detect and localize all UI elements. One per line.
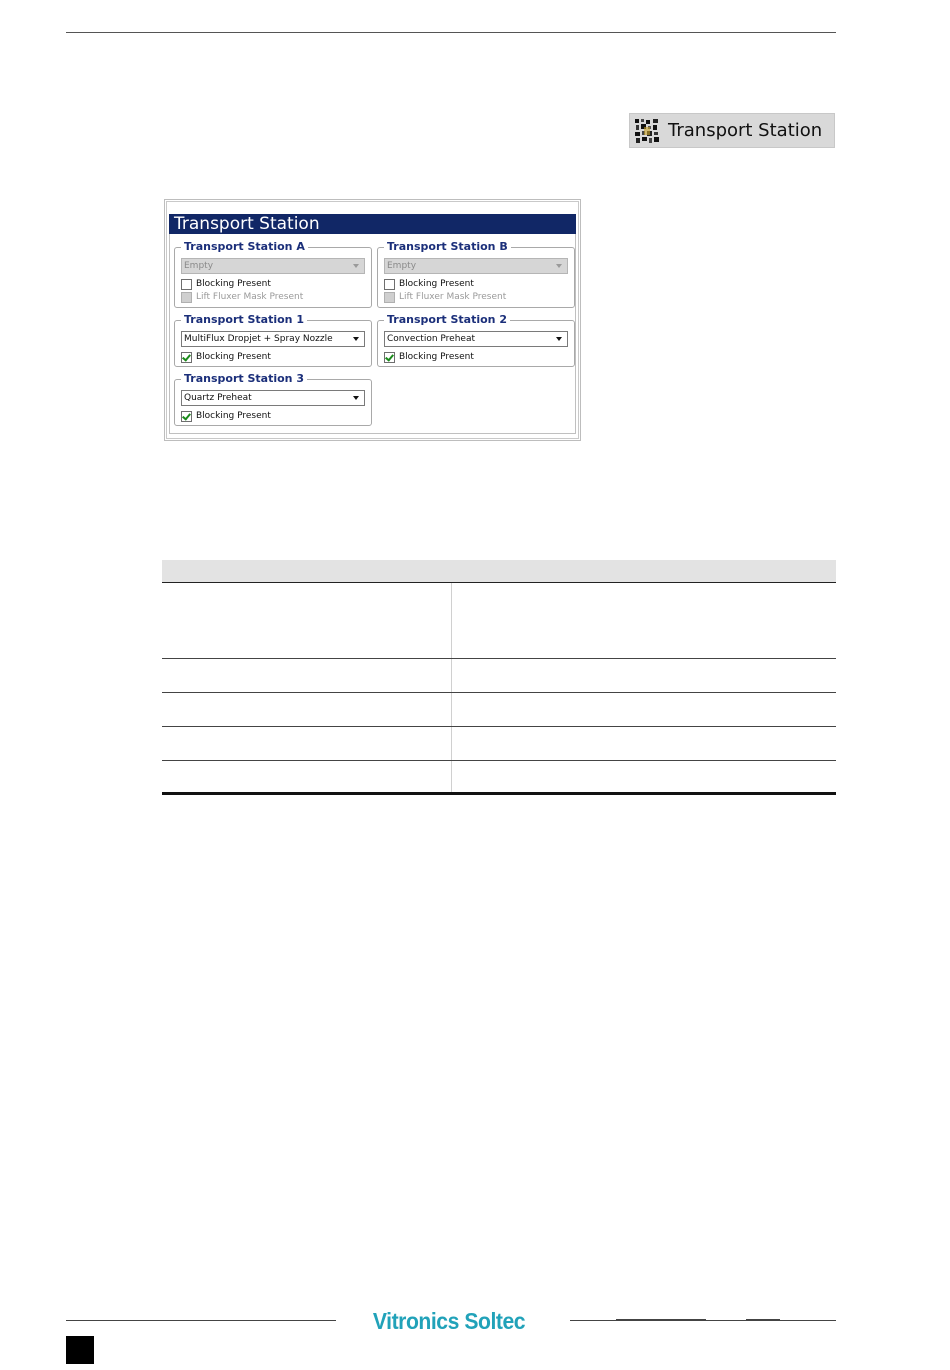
checkmark-icon bbox=[385, 352, 394, 361]
station-2-select-value: Convection Preheat bbox=[387, 334, 476, 344]
dialog-panel bbox=[169, 234, 576, 434]
station-b-blocking-checkbox[interactable] bbox=[384, 278, 474, 290]
checkbox-label: Lift Fluxer Mask Present bbox=[196, 292, 304, 302]
transport-station-toolbar-button[interactable] bbox=[629, 113, 835, 148]
station-1-select-value: MultiFlux Dropjet + Spray Nozzle bbox=[184, 334, 333, 344]
group-transport-station-1 bbox=[174, 313, 372, 367]
dialog-title: Transport Station bbox=[169, 214, 576, 234]
station-a-blocking-checkbox[interactable] bbox=[181, 278, 271, 290]
group-title: Transport Station B bbox=[384, 240, 511, 254]
table-row-divider bbox=[162, 692, 836, 693]
station-2-select[interactable] bbox=[384, 331, 568, 347]
checkbox-label: Blocking Present bbox=[196, 279, 271, 289]
group-transport-station-b bbox=[377, 240, 575, 308]
station-2-blocking-checkbox[interactable] bbox=[384, 351, 474, 363]
checkbox-label: Blocking Present bbox=[399, 279, 474, 289]
footer-rule-accent bbox=[616, 1319, 706, 1320]
station-a-select-value: Empty bbox=[184, 261, 214, 271]
table-bottom-rule bbox=[162, 792, 836, 795]
group-title: Transport Station A bbox=[181, 240, 308, 254]
station-3-select[interactable] bbox=[181, 390, 365, 406]
chevron-down-icon bbox=[556, 337, 562, 341]
station-3-select-value: Quartz Preheat bbox=[184, 393, 252, 403]
table-row-divider bbox=[162, 658, 836, 659]
station-b-select-value: Empty bbox=[387, 261, 417, 271]
station-a-lift-fluxer-checkbox bbox=[181, 291, 303, 303]
footer-rule-left bbox=[66, 1320, 336, 1321]
checkbox-icon bbox=[181, 352, 192, 363]
station-3-blocking-checkbox[interactable] bbox=[181, 410, 271, 422]
transport-station-dialog bbox=[164, 199, 581, 441]
station-b-select[interactable] bbox=[384, 258, 568, 274]
station-1-blocking-checkbox[interactable] bbox=[181, 351, 271, 363]
group-transport-station-a bbox=[174, 240, 372, 308]
checkbox-label: Blocking Present bbox=[399, 352, 474, 362]
table-row-divider bbox=[162, 760, 836, 761]
checkbox-label: Blocking Present bbox=[196, 352, 271, 362]
header-rule bbox=[66, 32, 836, 33]
checkbox-icon bbox=[384, 352, 395, 363]
toolbar-button-label: Transport Station bbox=[668, 120, 823, 141]
table-header-rule bbox=[162, 582, 836, 583]
chevron-down-icon bbox=[353, 337, 359, 341]
checkmark-icon bbox=[182, 411, 191, 420]
group-title: Transport Station 3 bbox=[181, 372, 307, 386]
group-title: Transport Station 2 bbox=[384, 313, 510, 327]
company-logo: Vitronics Soltec bbox=[372, 1308, 526, 1334]
chevron-down-icon bbox=[353, 264, 359, 268]
transport-station-icon bbox=[634, 118, 660, 144]
checkbox-icon bbox=[384, 292, 395, 303]
table-row-divider bbox=[162, 726, 836, 727]
group-title: Transport Station 1 bbox=[181, 313, 307, 327]
footer-rule-right bbox=[570, 1320, 836, 1321]
station-1-select[interactable] bbox=[181, 331, 365, 347]
checkbox-icon bbox=[181, 279, 192, 290]
table-header bbox=[162, 560, 836, 582]
checkbox-label: Blocking Present bbox=[196, 411, 271, 421]
station-b-lift-fluxer-checkbox bbox=[384, 291, 506, 303]
page-marker bbox=[66, 1336, 94, 1364]
group-transport-station-2 bbox=[377, 313, 575, 367]
chevron-down-icon bbox=[556, 264, 562, 268]
group-transport-station-3 bbox=[174, 372, 372, 426]
footer-rule-accent bbox=[746, 1319, 780, 1320]
checkbox-icon bbox=[181, 411, 192, 422]
chevron-down-icon bbox=[353, 396, 359, 400]
checkmark-icon bbox=[182, 352, 191, 361]
checkbox-icon bbox=[181, 292, 192, 303]
table-column-divider bbox=[451, 583, 452, 793]
checkbox-icon bbox=[384, 279, 395, 290]
checkbox-label: Lift Fluxer Mask Present bbox=[399, 292, 507, 302]
station-a-select[interactable] bbox=[181, 258, 365, 274]
